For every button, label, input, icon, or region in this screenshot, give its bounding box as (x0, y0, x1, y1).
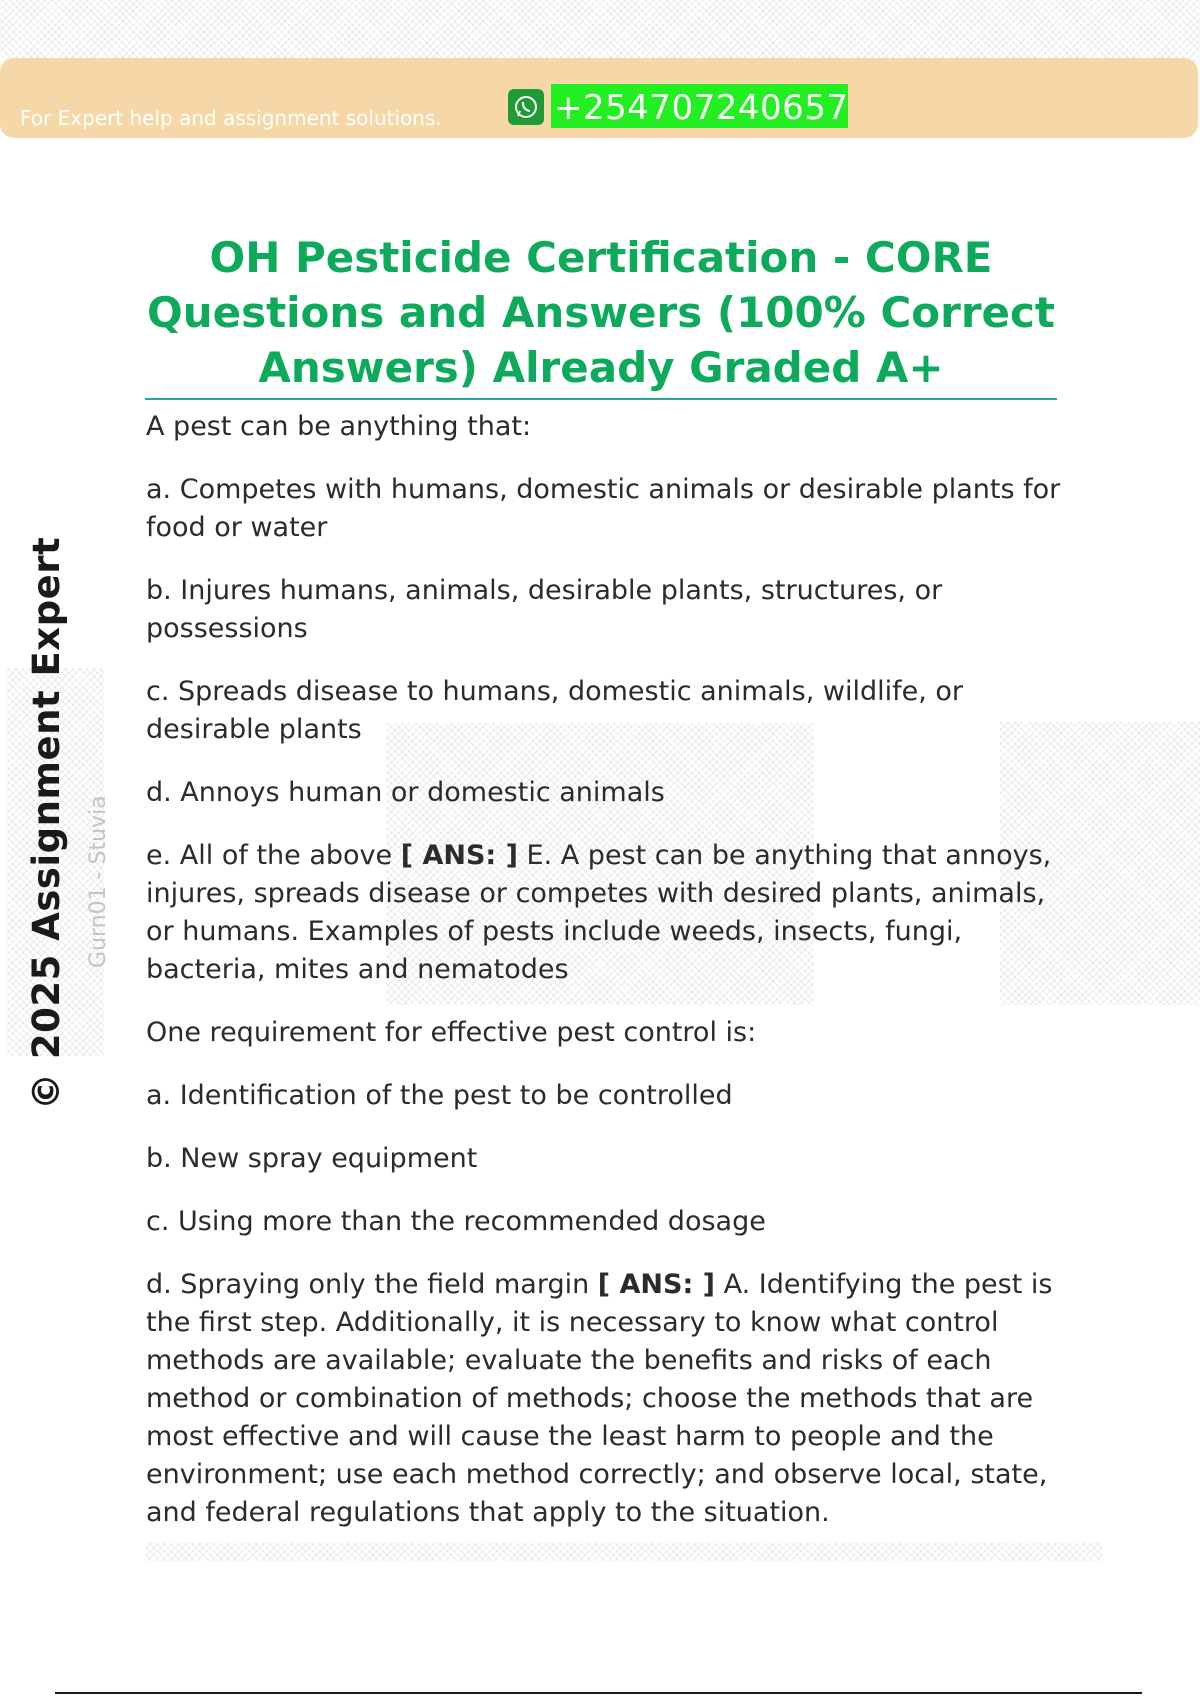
page-bottom-rule (55, 1692, 1142, 1694)
option-1b: b. Injures humans, animals, desirable plants, structures, or possessions (146, 575, 943, 644)
question-1: A pest can be anything that: (146, 411, 532, 442)
option-1e-with-answer (146, 837, 1066, 989)
option-2c: c. Using more than the recommended dosage (146, 1206, 766, 1237)
phone-number-box[interactable] (551, 84, 848, 128)
answer-label: [ ANS: ] (400, 840, 518, 871)
answer-2: A. Identifying the pest is the first step. Additionally, it is necessary to know what control methods are available; evaluate the benefits and risks of each method or combination of methods; choose the methods that are most effective and will cause the least harm to people and the environment; use each method correctly; and observe local, state, and federal regulations that apply to the situation. (146, 1269, 1053, 1528)
phone-number[interactable]: +254707240657 (554, 88, 849, 128)
option-1d: d. Annoys human or domestic animals (146, 777, 665, 808)
option-2d-with-answer (146, 1266, 1066, 1532)
hatch-pattern-bottom (145, 1543, 1103, 1561)
faint-watermark: Gurn01 - Stuvia (86, 795, 111, 968)
top-hatch-pattern (0, 0, 1200, 62)
option-1c: c. Spreads disease to humans, domestic animals, wildlife, or desirable plants (146, 676, 963, 745)
option-1a: a. Competes with humans, domestic animals or desirable plants for food or water (146, 474, 1061, 543)
option-2d: d. Spraying only the field margin (146, 1269, 590, 1300)
option-1e: e. All of the above (146, 840, 393, 871)
document-title (145, 230, 1057, 395)
answer-1: E. A pest can be anything that annoys, injures, spreads disease or competes with desired plants, animals, or humans. Examples of pests include weeds, insects, fungi, bacteria, mites and nematodes (146, 840, 1052, 985)
copyright-watermark: © 2025 Assignment Expert (25, 536, 68, 1110)
option-2a: a. Identification of the pest to be controlled (146, 1080, 733, 1111)
qa-content (146, 408, 1066, 1557)
title-line: Answers) Already Graded A+ (258, 343, 944, 392)
answer-label: [ ANS: ] (597, 1269, 716, 1300)
whatsapp-icon[interactable] (508, 89, 544, 125)
question-2: One requirement for effective pest control is: (146, 1017, 757, 1048)
title-line: Questions and Answers (100% Correct (146, 288, 1056, 337)
option-2b: b. New spray equipment (146, 1143, 478, 1174)
title-underline (145, 398, 1057, 400)
title-line: OH Pesticide Certification - CORE (209, 233, 993, 282)
banner-text: For Expert help and assignment solutions. (20, 106, 442, 130)
